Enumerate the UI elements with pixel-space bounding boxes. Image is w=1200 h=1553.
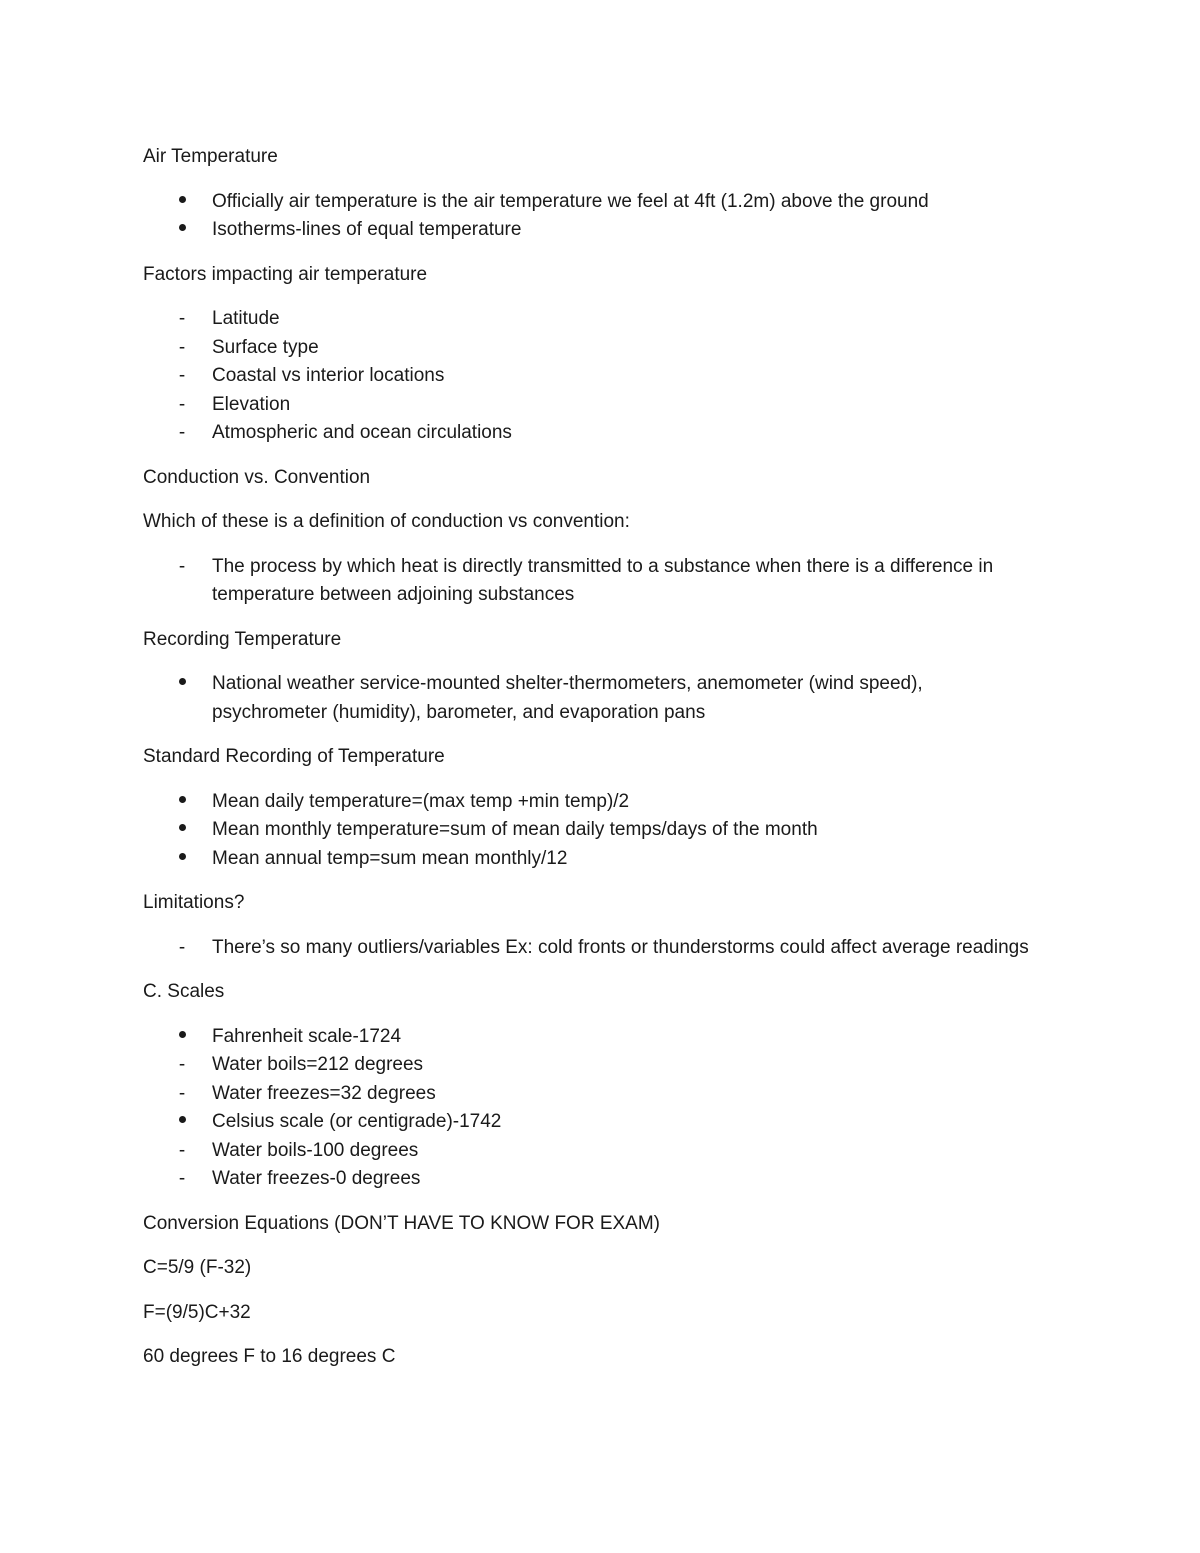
section-heading: Factors impacting air temperature xyxy=(143,263,428,285)
dash-marker: - xyxy=(178,336,186,358)
list-item-text: Mean monthly temperature=sum of mean daily temps/days of the month xyxy=(212,819,818,840)
list-item-text: Atmospheric and ocean circulations xyxy=(212,422,512,443)
list-item-text: Surface type xyxy=(212,336,319,358)
section-heading: Air Temperature xyxy=(143,146,278,167)
section-heading: Which of these is a definition of conduction vs convention: xyxy=(143,511,630,532)
list-item xyxy=(143,188,1043,217)
dash-list xyxy=(143,553,1043,610)
equation-line: C=5/9 (F-32) xyxy=(143,1257,252,1278)
equation-line: F=(9/5)C+32 xyxy=(143,1301,251,1323)
list-item xyxy=(143,670,1043,727)
list-item xyxy=(143,1023,1043,1052)
section-heading: Conversion Equations (DON’T HAVE TO KNOW FOR EXAM) xyxy=(143,1212,661,1234)
list-item-text: There’s so many outliers/variables Ex: cold fronts or thunderstorms could affect average readings xyxy=(212,936,1029,958)
list-item-text: Water boils=212 degrees xyxy=(212,1054,424,1075)
list-item-text: Celsius scale (or centigrade)-1742 xyxy=(212,1111,502,1132)
list-item-text: Fahrenheit scale-1724 xyxy=(212,1025,402,1047)
list-item xyxy=(143,934,1043,963)
dash-marker: - xyxy=(178,393,186,415)
bullet-marker xyxy=(174,670,190,699)
bullet-list xyxy=(143,188,1043,245)
dash-marker: - xyxy=(178,1139,186,1161)
list-item xyxy=(143,816,1043,845)
section-heading: C. Scales xyxy=(143,981,225,1002)
bullet-marker xyxy=(174,788,190,817)
section-heading: Recording Temperature xyxy=(143,628,342,650)
list-item-text: Mean daily temperature=(max temp +min temp)/2 xyxy=(212,790,630,812)
dash-marker: - xyxy=(178,1168,186,1189)
section-heading: Conduction vs. Convention xyxy=(143,466,371,488)
list-item-text: Coastal vs interior locations xyxy=(212,365,445,386)
list-item xyxy=(143,845,1043,874)
list-item-text: Elevation xyxy=(212,393,291,415)
mixed-list xyxy=(143,1023,1043,1194)
list-item xyxy=(143,1165,1043,1194)
list-item-text: The process by which heat is directly transmitted to a substance when there is a difference in temperature between adjoining substances xyxy=(212,555,994,605)
list-item-text: Water boils-100 degrees xyxy=(212,1139,419,1161)
bullet-marker xyxy=(174,1023,190,1052)
example-line: 60 degrees F to 16 degrees C xyxy=(143,1346,396,1367)
bullet-marker xyxy=(174,845,190,874)
list-item xyxy=(143,305,1043,334)
list-item-text: Water freezes-0 degrees xyxy=(212,1168,421,1189)
list-item xyxy=(143,391,1043,420)
list-item xyxy=(143,216,1043,245)
bullet-marker xyxy=(174,216,190,245)
list-item-text: Mean annual temp=sum mean monthly/12 xyxy=(212,847,568,869)
section-heading: Standard Recording of Temperature xyxy=(143,746,445,767)
dash-marker: - xyxy=(178,365,186,386)
document-page xyxy=(143,143,1043,1388)
list-item-text: National weather service-mounted shelter-thermometers, anemometer (wind speed), psychrometer (humidity), barometer, and evaporation pans xyxy=(212,673,923,723)
list-item-text: Water freezes=32 degrees xyxy=(212,1082,436,1104)
section-heading: Limitations? xyxy=(143,892,245,913)
list-item xyxy=(143,1051,1043,1080)
dash-marker: - xyxy=(178,1082,186,1104)
list-item xyxy=(143,1108,1043,1137)
dash-marker: - xyxy=(178,1054,186,1075)
list-item xyxy=(143,419,1043,448)
list-item xyxy=(143,1137,1043,1166)
bullet-list xyxy=(143,670,1043,727)
list-item xyxy=(143,788,1043,817)
bullet-marker xyxy=(174,1108,190,1137)
dash-marker: - xyxy=(178,555,186,577)
dash-marker: - xyxy=(178,422,186,443)
list-item xyxy=(143,362,1043,391)
bullet-marker xyxy=(174,188,190,217)
list-item-text: Isotherms-lines of equal temperature xyxy=(212,219,522,240)
dash-marker: - xyxy=(178,936,186,958)
list-item-text: Officially air temperature is the air temperature we feel at 4ft (1.2m) above the ground xyxy=(212,190,929,212)
bullet-list xyxy=(143,788,1043,874)
list-item xyxy=(143,334,1043,363)
dash-list xyxy=(143,934,1043,963)
bullet-marker xyxy=(174,816,190,845)
dash-marker: - xyxy=(178,308,186,329)
list-item-text: Latitude xyxy=(212,308,280,329)
list-item xyxy=(143,1080,1043,1109)
list-item xyxy=(143,553,1043,610)
dash-list xyxy=(143,305,1043,448)
